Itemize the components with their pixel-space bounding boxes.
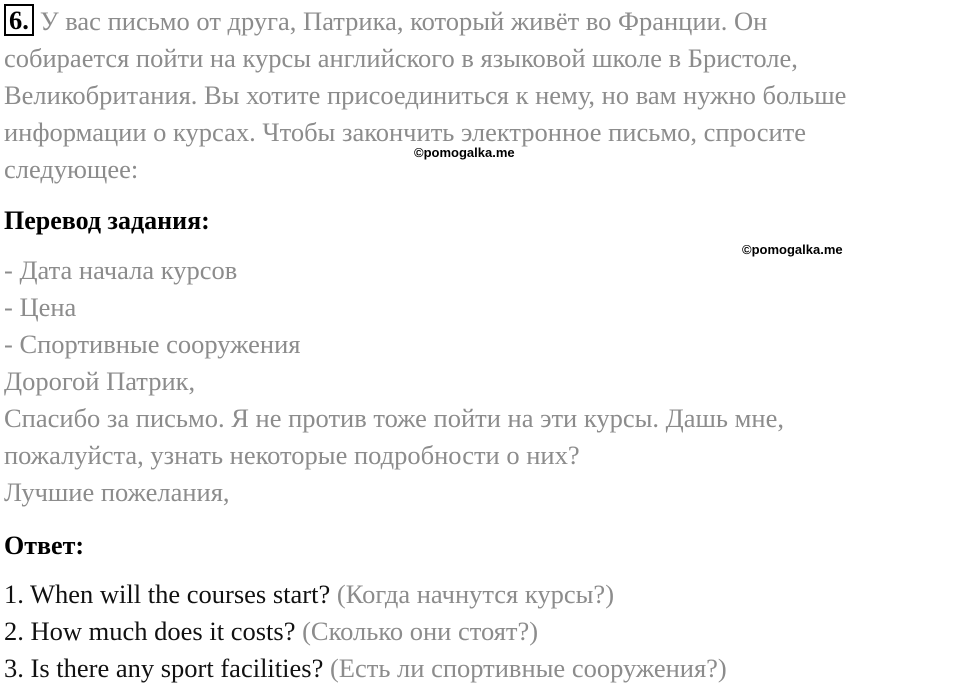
answer-english: 3. Is there any sport facilities? [4,653,324,683]
answer-translation: (Когда начнутся курсы?) [336,579,615,609]
task-line-4: информации о курсах. Чтобы закончить электронное письмо, спросите [4,117,806,147]
watermark: ©pomogalka.me [742,242,843,257]
answer-translation: (Сколько они стоят?) [302,616,539,646]
letter-line: Спасибо за письмо. Я не против тоже пойти на эти курсы. Дашь мне, [4,403,784,433]
answer-heading: Ответ: [4,531,85,560]
task-line-5: следующее: [4,154,139,184]
letter-line: пожалуйста, узнать некоторые подробности о них? [4,440,580,470]
answer-english: 2. How much does it costs? [4,616,296,646]
task-line-3: Великобритания. Вы хотите присоединиться к нему, но вам нужно больше [4,80,847,110]
answer-item [4,650,727,687]
task-number: 6. [4,4,34,36]
task-line-2: собирается пойти на курсы английского в языковой школе в Бристоле, [4,43,798,73]
answer-translation: (Есть ли спортивные сооружения?) [329,653,727,683]
task-line-1 [4,3,767,40]
answer-item [4,613,538,650]
task-text-line: У вас письмо от друга, Патрика, который живёт во Франции. Он [39,6,768,36]
translation-item: - Цена [4,292,77,322]
letter-line: Дорогой Патрик, [4,366,196,396]
translation-item: - Спортивные сооружения [4,329,301,359]
letter-line: Лучшие пожелания, [4,477,230,507]
translation-heading: Перевод задания: [4,206,210,235]
translation-item: - Дата начала курсов [4,255,238,285]
watermark: ©pomogalka.me [414,145,515,160]
answer-english: 1. When will the courses start? [4,579,331,609]
answer-item [4,576,614,613]
